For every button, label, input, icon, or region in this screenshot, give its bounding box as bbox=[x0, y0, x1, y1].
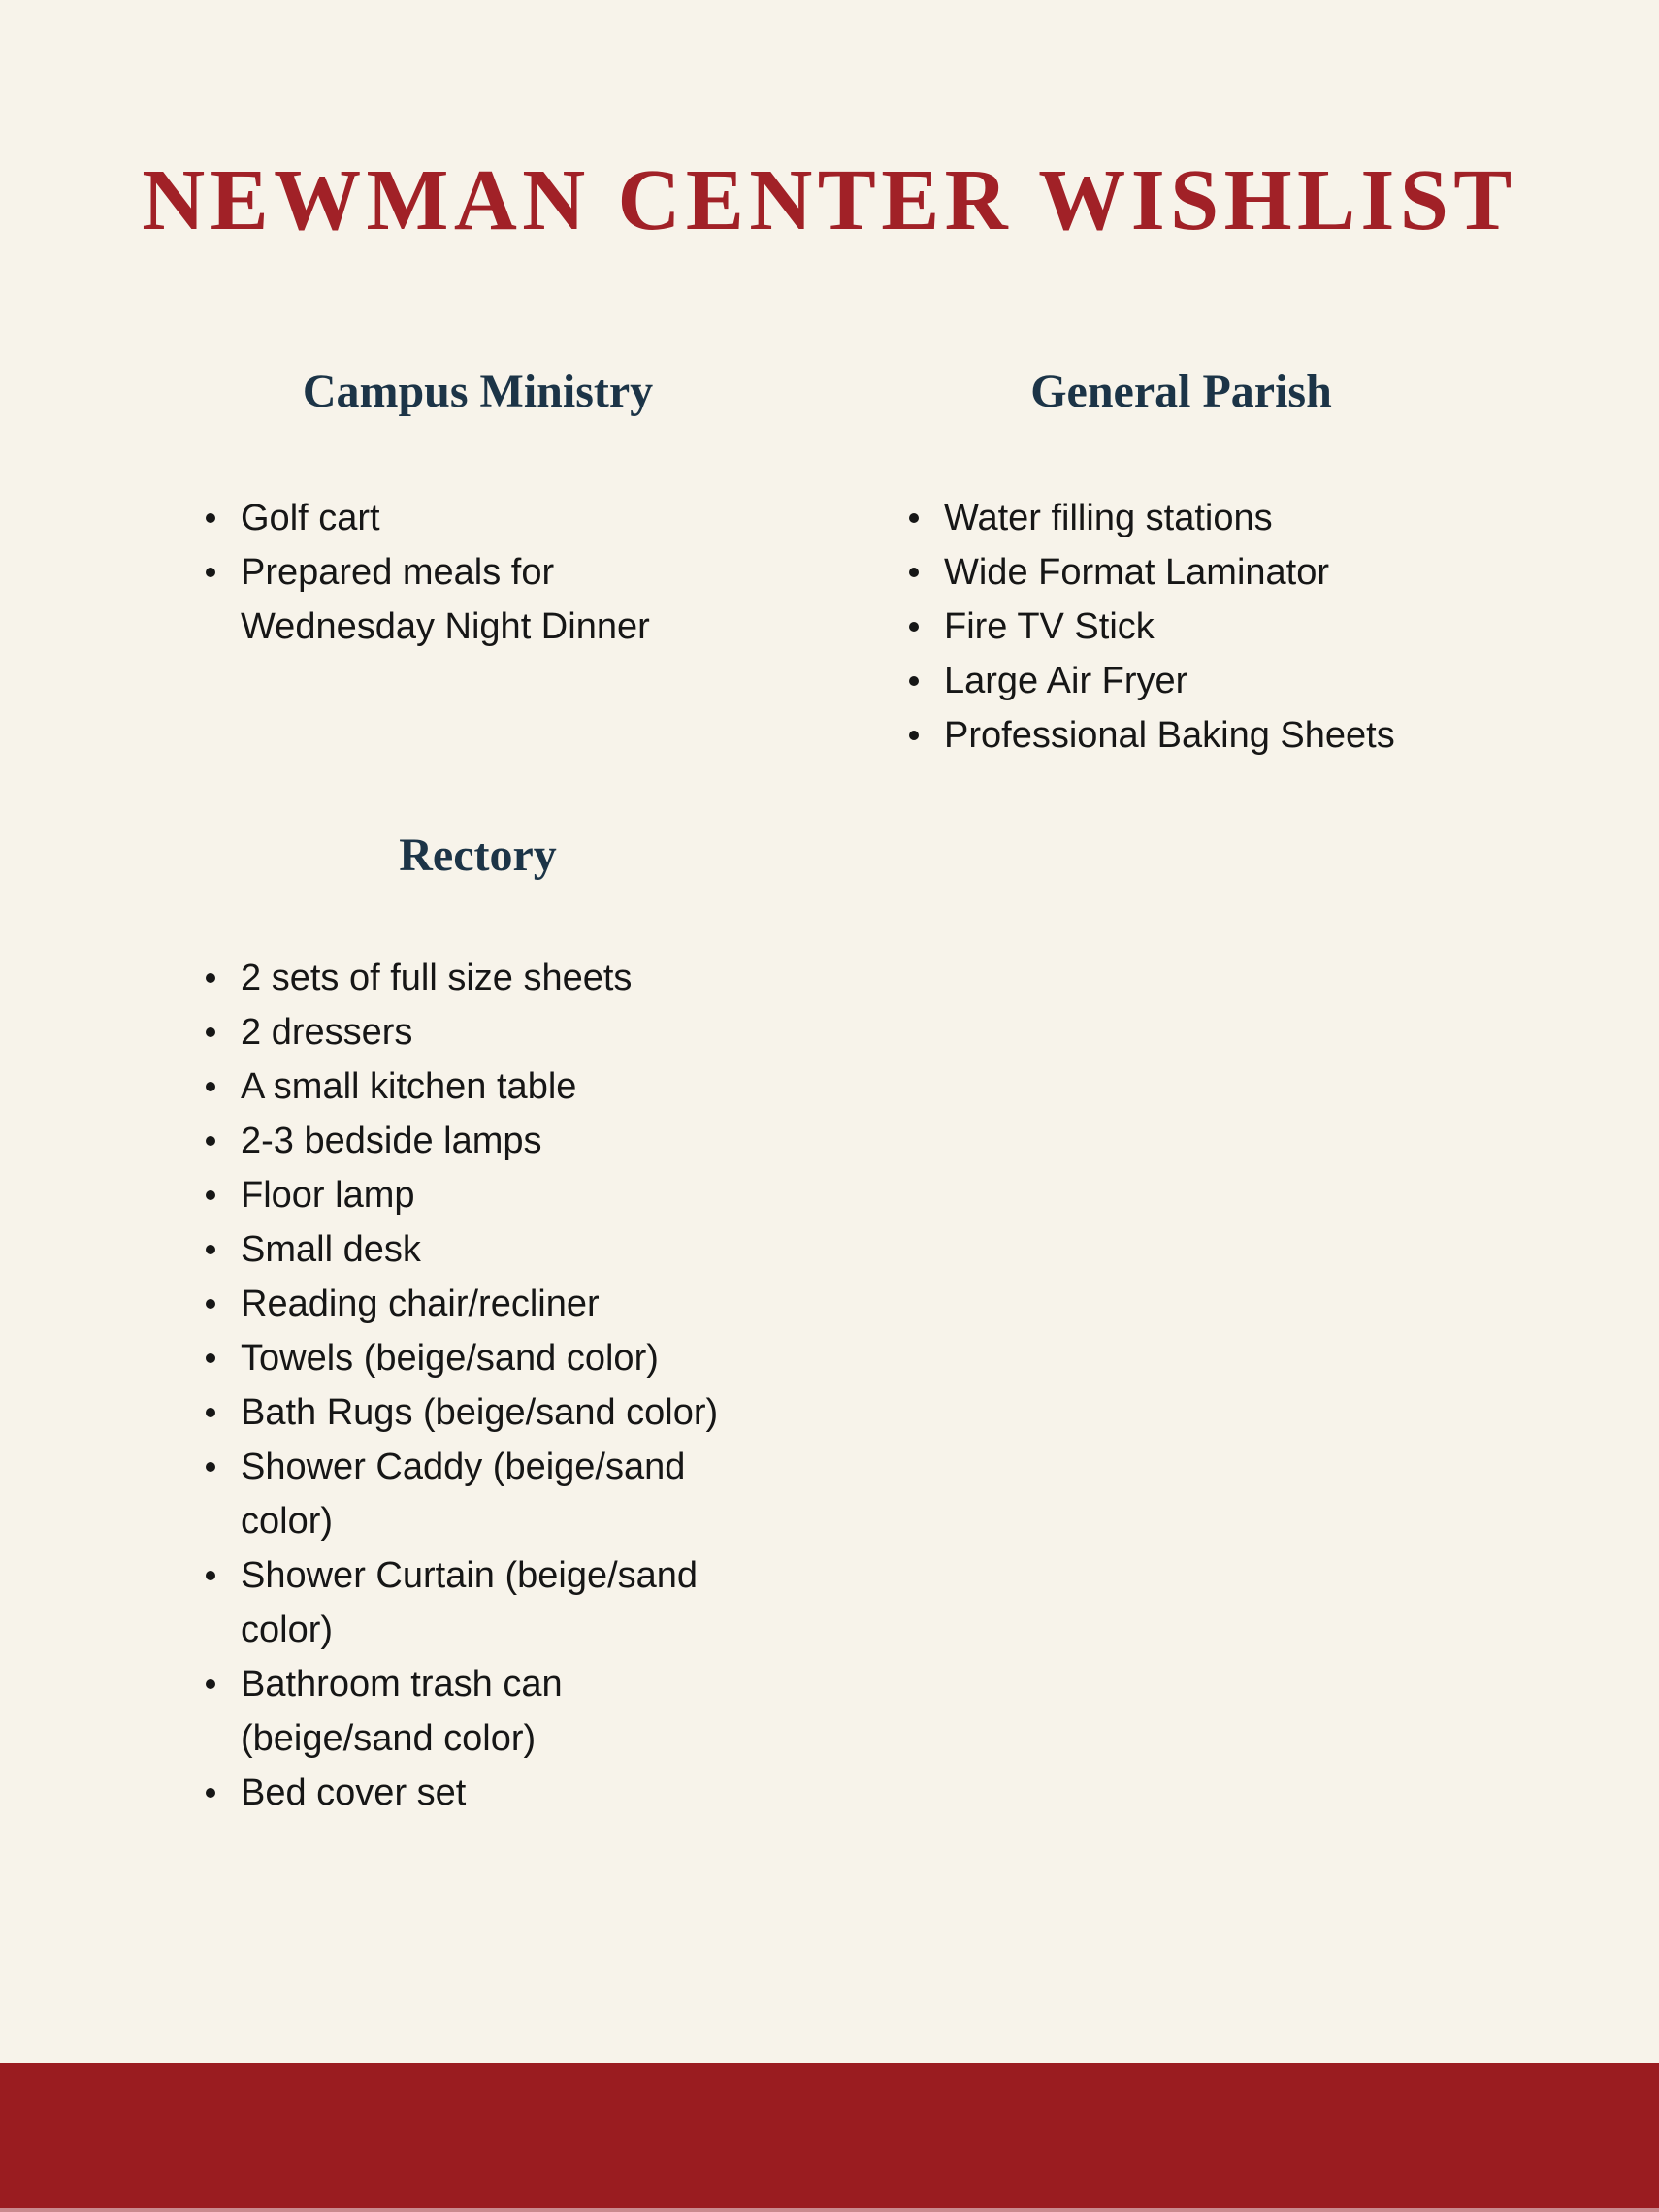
list-item bbox=[241, 1005, 735, 1059]
bullet-dot-icon bbox=[206, 1190, 215, 1200]
list-item bbox=[241, 951, 735, 1005]
bullet-dot-icon bbox=[206, 1571, 215, 1580]
bullet-dot-icon bbox=[206, 1679, 215, 1689]
section-heading-general-parish: General Parish bbox=[1030, 366, 1332, 417]
list-item-text: Reading chair/recliner bbox=[241, 1283, 600, 1324]
wishlist-campus-ministry bbox=[241, 491, 735, 654]
list-item-text: 2 sets of full size sheets bbox=[241, 957, 633, 998]
list-item-text: Shower Caddy (beige/sand color) bbox=[241, 1446, 686, 1542]
list-item-text: Bed cover set bbox=[241, 1772, 467, 1813]
bullet-dot-icon bbox=[206, 1353, 215, 1363]
list-item-text: Large Air Fryer bbox=[944, 660, 1188, 701]
list-item bbox=[241, 491, 735, 545]
list-item bbox=[241, 1657, 735, 1766]
wishlist-rectory bbox=[241, 951, 735, 1820]
footer-accent-bar bbox=[0, 2063, 1659, 2212]
section-general-parish bbox=[830, 367, 1533, 763]
bullet-dot-icon bbox=[206, 1299, 215, 1309]
list-item bbox=[241, 1440, 735, 1548]
list-item bbox=[241, 1385, 735, 1440]
bullet-dot-icon bbox=[909, 676, 919, 686]
list-item bbox=[241, 545, 735, 654]
list-item-text: 2 dressers bbox=[241, 1011, 413, 1053]
list-item-text: Water filling stations bbox=[944, 497, 1273, 538]
list-item-text: Golf cart bbox=[241, 497, 380, 538]
list-item-text: Bathroom trash can (beige/sand color) bbox=[241, 1663, 563, 1759]
list-item bbox=[944, 708, 1439, 763]
bullet-dot-icon bbox=[206, 1027, 215, 1037]
bullet-dot-icon bbox=[206, 1245, 215, 1254]
wishlist-general-parish bbox=[944, 491, 1439, 763]
bullet-dot-icon bbox=[206, 1788, 215, 1798]
bullet-dot-icon bbox=[206, 513, 215, 523]
bullet-dot-icon bbox=[206, 1462, 215, 1472]
list-item bbox=[241, 1114, 735, 1168]
bullet-dot-icon bbox=[909, 568, 919, 577]
list-item bbox=[944, 600, 1439, 654]
list-item-text: Floor lamp bbox=[241, 1174, 415, 1216]
list-item-text: A small kitchen table bbox=[241, 1065, 577, 1107]
list-item-text: 2-3 bedside lamps bbox=[241, 1120, 542, 1161]
section-rectory bbox=[126, 830, 830, 1820]
bullet-dot-icon bbox=[909, 731, 919, 740]
list-item-text: Shower Curtain (beige/sand color) bbox=[241, 1554, 699, 1650]
bullet-dot-icon bbox=[206, 568, 215, 577]
list-item-text: Small desk bbox=[241, 1228, 421, 1270]
bullet-dot-icon bbox=[206, 973, 215, 983]
list-item bbox=[241, 1168, 735, 1222]
bullet-dot-icon bbox=[206, 1408, 215, 1417]
bullet-dot-icon bbox=[206, 1082, 215, 1091]
list-item-text: Bath Rugs (beige/sand color) bbox=[241, 1391, 719, 1433]
section-heading-rectory: Rectory bbox=[399, 830, 557, 881]
list-item-text: Prepared meals for Wednesday Night Dinner bbox=[241, 551, 650, 647]
bullet-dot-icon bbox=[206, 1136, 215, 1146]
list-item bbox=[944, 491, 1439, 545]
list-item bbox=[241, 1766, 735, 1820]
bullet-dot-icon bbox=[909, 622, 919, 632]
list-item-text: Professional Baking Sheets bbox=[944, 714, 1395, 756]
list-item bbox=[944, 654, 1439, 708]
bullet-dot-icon bbox=[909, 513, 919, 523]
list-item-text: Towels (beige/sand color) bbox=[241, 1337, 659, 1379]
list-item bbox=[241, 1059, 735, 1114]
list-item bbox=[241, 1331, 735, 1385]
list-item bbox=[241, 1222, 735, 1277]
section-campus-ministry bbox=[126, 367, 830, 654]
list-item bbox=[241, 1548, 735, 1657]
list-item bbox=[944, 545, 1439, 600]
list-item bbox=[241, 1277, 735, 1331]
list-item-text: Fire TV Stick bbox=[944, 605, 1155, 647]
page-title: NEWMAN CENTER WISHLIST bbox=[142, 152, 1517, 248]
section-heading-campus-ministry: Campus Ministry bbox=[302, 366, 654, 417]
list-item-text: Wide Format Laminator bbox=[944, 551, 1330, 593]
